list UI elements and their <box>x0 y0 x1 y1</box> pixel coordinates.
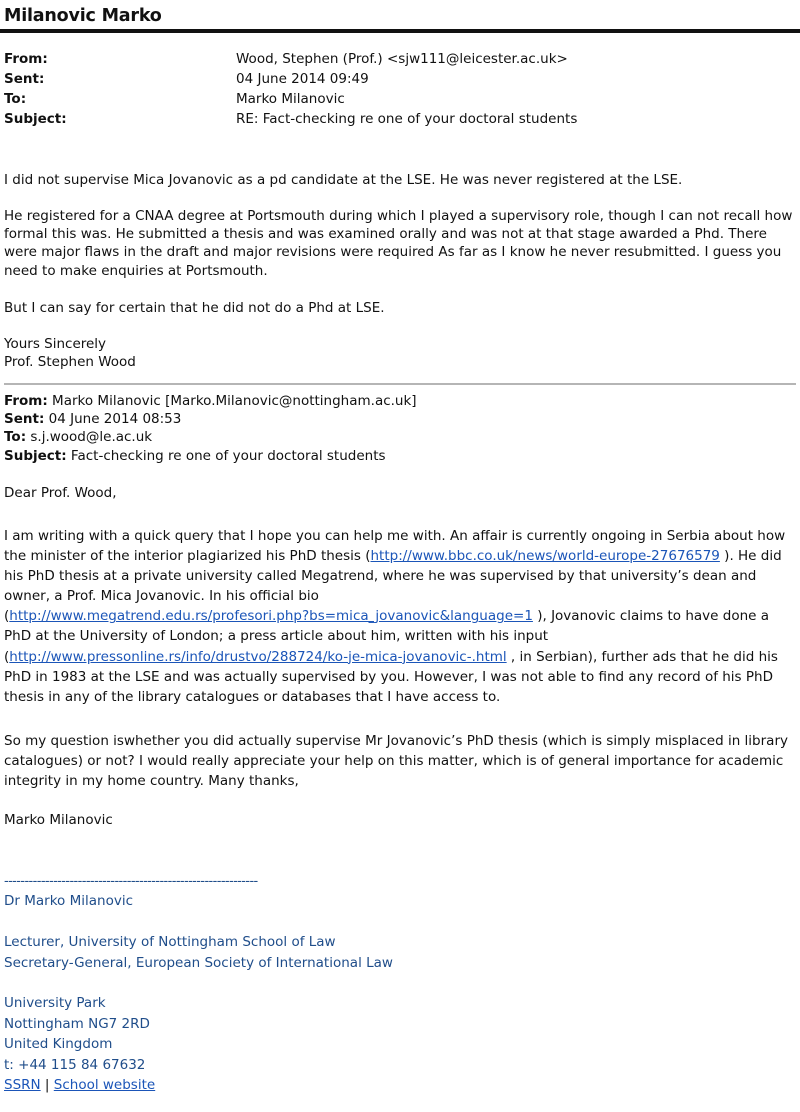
subject-value: RE: Fact-checking re one of your doctoral students <box>236 111 578 127</box>
signature-role-2: Secretary-General, European Society of International Law <box>4 955 393 971</box>
school-website-link[interactable]: School website <box>53 1077 156 1093</box>
original-from: From: Marko Milanovic [Marko.Milanovic@nottingham.ac.uk] <box>4 393 417 409</box>
bbc-article-link[interactable]: http://www.bbc.co.uk/news/world-europe-27676579 <box>370 548 720 565</box>
from-label: From: <box>4 51 48 67</box>
signature-links <box>4 1077 155 1093</box>
reply-paragraph-1: I did not supervise Mica Jovanovic as a pd candidate at the LSE. He was never registered at the LSE. <box>4 172 683 188</box>
from-value[interactable]: Wood, Stephen (Prof.) <sjw111@leicester.ac.uk> <box>236 51 568 67</box>
sent-value: 04 June 2014 09:49 <box>236 71 369 87</box>
ssrn-link[interactable]: SSRN <box>4 1077 41 1093</box>
signature-address-1: University Park <box>4 995 106 1011</box>
signature-address-3: United Kingdom <box>4 1036 113 1052</box>
original-paragraph-1: I am writing with a quick query that I hope you can help me with. An affair is currently ongoing in Serbia about how the minister of the interior plagiarized his PhD thesis (http://www.bbc.co.uk/news/world-europe-27676579 ). He did his PhD thesis at a private university called Megatrend, where he was supervised by that university’s dean and owner, a Prof. Mica Jovanovic. In his official bio (http://www.megatrend.edu.rs/profesori.php?bs=mica_jovanovic&language=1 ), Jovanovic claims to have done a PhD at the University of London; a press article about him, written with his input (http://www.pressonline.rs/info/drustvo/288724/ko-je-mica-jovanovic-.html , in Serbian), further ads that he did his PhD in 1983 at the LSE and was actually supervised by you. However, I was not able to find any record of his PhD thesis in any of the library catalogues or databases that I have access to. <box>4 528 786 705</box>
original-subject: Subject: Fact-checking re one of your doctoral students <box>4 448 386 464</box>
signature-role-1: Lecturer, University of Nottingham School of Law <box>4 934 336 950</box>
megatrend-bio-link[interactable]: http://www.megatrend.edu.rs/profesori.php?bs=mica_jovanovic&language=1 <box>9 608 533 625</box>
signature-address-2: Nottingham NG7 2RD <box>4 1016 150 1032</box>
original-sent: Sent: 04 June 2014 08:53 <box>4 411 182 427</box>
signature-name: Dr Marko Milanovic <box>4 893 133 909</box>
pressonline-article-link[interactable]: http://www.pressonline.rs/info/drustvo/288724/ko-je-mica-jovanovic-.html <box>9 648 507 665</box>
reply-paragraph-2: He registered for a CNAA degree at Portsmouth during which I played a supervisory role, though I can not recall how formal this was. He submitted a thesis and was examined orally and was not at that stage awarded a Phd. There were major flaws in the draft and major revisions were required As far as I know he never resubmitted. I guess you need to make enquiries at Portsmouth. <box>4 208 793 279</box>
sender-sign-off: Marko Milanovic <box>4 812 113 828</box>
header-rule <box>0 29 800 33</box>
sender-name-header: Milanovic Marko <box>4 6 162 26</box>
to-label: To: <box>4 91 27 107</box>
original-to: To: s.j.wood@le.ac.uk <box>4 429 153 445</box>
reply-closing: Yours Sincerely Prof. Stephen Wood <box>4 336 136 371</box>
signature-divider: -------------------------------------------------------------- <box>4 874 258 889</box>
reply-paragraph-3: But I can say for certain that he did not do a Phd at LSE. <box>4 300 385 316</box>
subject-label: Subject: <box>4 111 67 127</box>
signature-phone: t: +44 115 84 67632 <box>4 1057 146 1073</box>
original-paragraph-2: So my question iswhether you did actually supervise Mr Jovanovic’s PhD thesis (which is simply misplaced in library catalogues) or not? I would really appreciate your help on this matter, which is of general importance for academic integrity in my home country. Many thanks, <box>4 733 788 790</box>
link-separator: | <box>44 1077 50 1093</box>
greeting: Dear Prof. Wood, <box>4 485 117 501</box>
sent-label: Sent: <box>4 71 45 87</box>
quoted-message-separator <box>4 383 796 385</box>
to-value: Marko Milanovic <box>236 91 345 107</box>
